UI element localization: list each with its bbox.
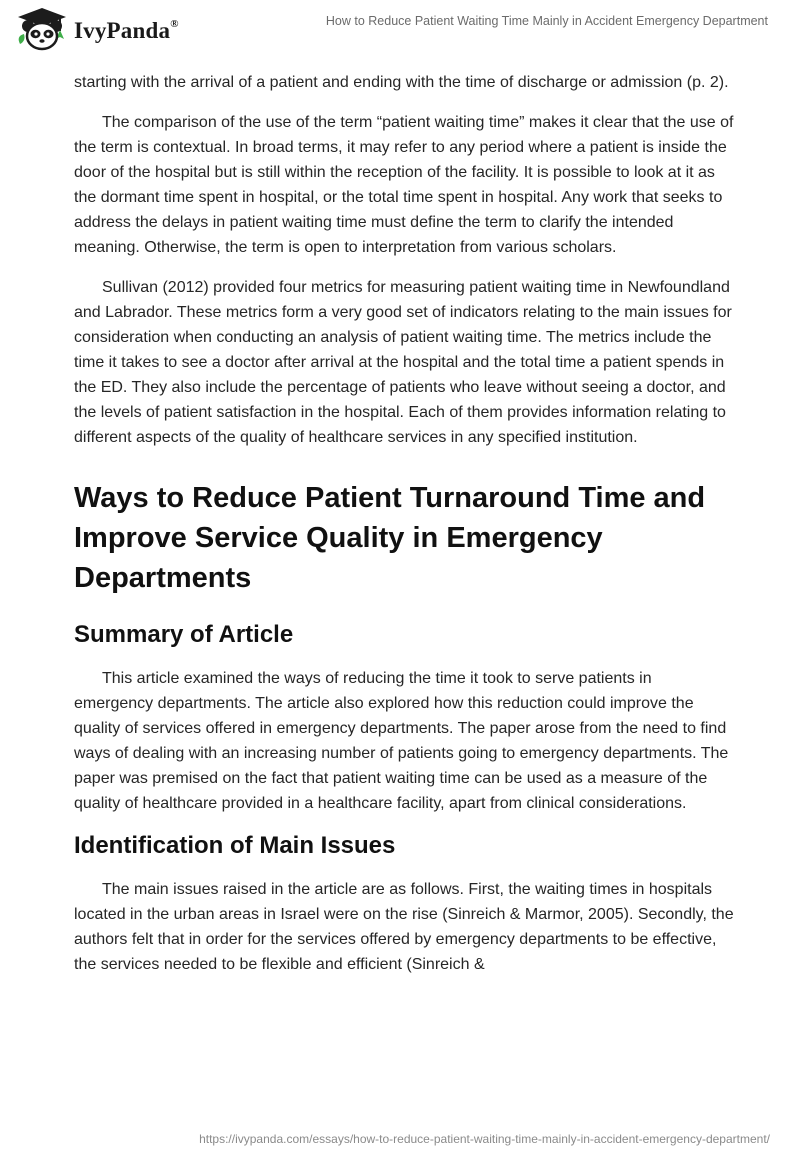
subheading-summary: Summary of Article	[74, 621, 294, 648]
paragraph-main-issues: The main issues raised in the article are as follows. First, the waiting times in hospitals located in the urban areas in Israel were on the rise (Sinreich & Marmor, 2005). Secondly, the authors felt that in order for the services offered by emergency departments to be effective, the services needed to be flexible and efficient (Sinreich &	[74, 881, 734, 973]
paragraph-term-comparison: The comparison of the use of the term “patient waiting time” makes it clear that the use of the term is contextual. In broad terms, it may refer to any period where a patient is inside the door of the hospital but is still within the reception of the facility. It is possible to look at it as the dormant time spent in hospital, or the total time spent in hospital. Any work that seeks to address the delays in patient waiting time must define the term to clarify the intended meaning. Otherwise, the term is open to interpretation from various scholars.	[74, 114, 734, 256]
registered-mark: ®	[170, 18, 179, 31]
section-heading: Ways to Reduce Patient Turnaround Time and Improve Service Quality in Emergency Departments	[74, 482, 706, 594]
article-body	[74, 70, 734, 992]
paragraph-continued: starting with the arrival of a patient and ending with the time of discharge or admission (p. 2).	[74, 74, 729, 91]
paragraph-summary: This article examined the ways of reducing the time it took to serve patients in emergency departments. The article also explored how this reduction could improve the quality of services offered in emergency departments. The paper arose from the need to find ways of dealing with an increasing number of patients going to emergency departments. The paper was premised on the fact that patient waiting time can be used as a measure of the quality of healthcare provided in a healthcare facility, apart from clinical considerations.	[74, 670, 729, 812]
footer-url-link[interactable]: https://ivypanda.com/essays/how-to-reduce-patient-waiting-time-mainly-in-accident-emergency-department/	[199, 1132, 770, 1146]
subheading-main-issues: Identification of Main Issues	[74, 832, 396, 859]
document-title: How to Reduce Patient Waiting Time Mainly in Accident Emergency Department	[325, 14, 768, 28]
ivypanda-logo[interactable]	[14, 6, 179, 52]
panda-graduate-icon	[14, 6, 70, 52]
brand-name: IvyPanda®	[74, 18, 179, 43]
page-header	[0, 0, 800, 60]
paragraph-sullivan-metrics: Sullivan (2012) provided four metrics for measuring patient waiting time in Newfoundland and Labrador. These metrics form a very good set of indicators relating to the main issues for consideration when conducting an analysis of patient waiting time. The metrics include the time it takes to see a doctor after arrival at the hospital and the total time a patient spends in the ED. They also include the percentage of patients who leave without seeing a doctor, and the levels of patient satisfaction in the hospital. Each of them provides information relating to different aspects of the quality of healthcare services in any specified institution.	[74, 279, 732, 446]
